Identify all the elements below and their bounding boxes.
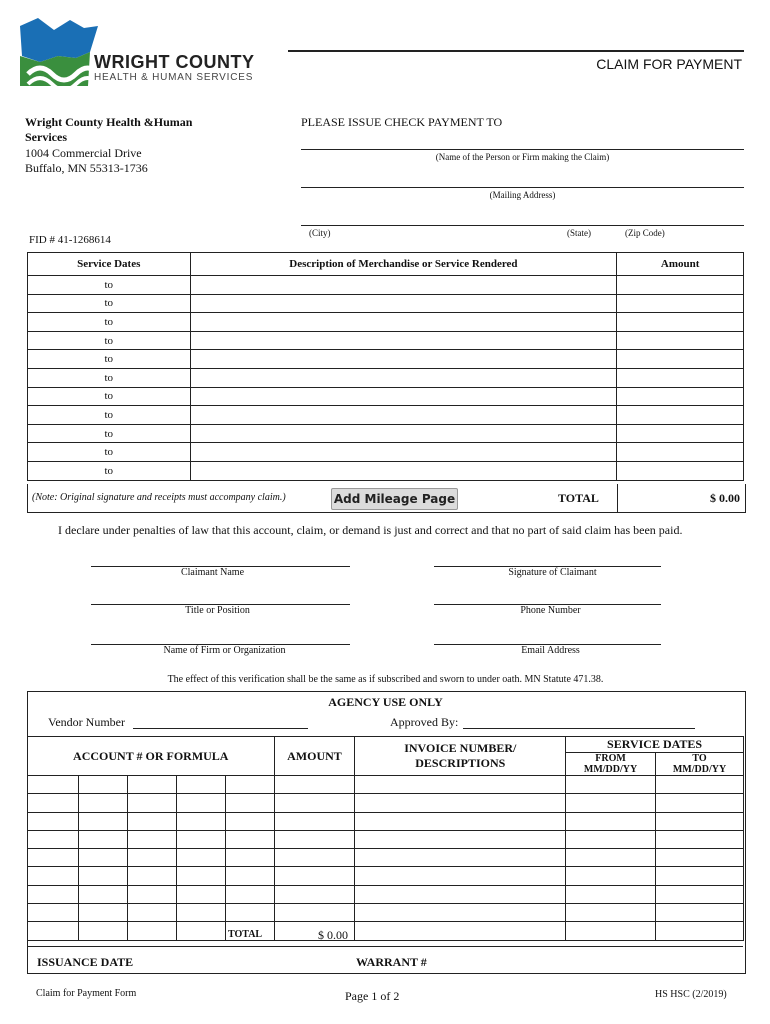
account-cell[interactable] [274, 812, 355, 830]
description-cell[interactable] [190, 350, 617, 369]
account-cell[interactable] [355, 794, 566, 812]
col-invoice [355, 737, 566, 776]
account-cell[interactable] [225, 776, 274, 794]
amount-cell[interactable] [617, 350, 744, 369]
account-cell[interactable] [355, 849, 566, 867]
service-dates-cell[interactable]: to [28, 406, 191, 425]
service-row [28, 294, 744, 313]
approved-by-label: Approved By: [390, 715, 459, 729]
account-cell[interactable] [127, 794, 176, 812]
description-cell[interactable] [190, 406, 617, 425]
account-cell[interactable] [225, 885, 274, 903]
approved-by-field[interactable] [463, 728, 695, 729]
service-row [28, 350, 744, 369]
services-total-value: $ 0.00 [710, 491, 740, 505]
account-cell[interactable] [656, 849, 744, 867]
payee-name-field[interactable] [301, 149, 744, 150]
account-cell[interactable] [78, 904, 127, 922]
col-service-dates: Service Dates [28, 253, 191, 276]
account-cell[interactable] [566, 904, 656, 922]
description-cell[interactable] [190, 276, 617, 295]
account-cell[interactable] [78, 812, 127, 830]
mailing-address-field[interactable] [301, 187, 744, 188]
account-cell[interactable] [225, 830, 274, 848]
col-account: ACCOUNT # OR FORMULA [28, 737, 275, 776]
account-cell[interactable] [28, 904, 79, 922]
city-state-zip-field[interactable] [301, 225, 744, 226]
account-cell[interactable] [274, 794, 355, 812]
account-cell[interactable] [274, 867, 355, 885]
account-cell[interactable] [656, 776, 744, 794]
account-cell[interactable] [656, 885, 744, 903]
logo-graphic [18, 16, 98, 90]
account-cell[interactable] [566, 812, 656, 830]
payee-name-label: (Name of the Person or Firm making the Claim) [435, 152, 610, 162]
account-cell[interactable] [78, 830, 127, 848]
account-cell[interactable] [176, 904, 225, 922]
signature-label: Signature of Claimant [508, 567, 597, 578]
city-label: (City) [309, 228, 331, 238]
account-row [28, 904, 744, 922]
agency-city: Buffalo, MN 55313-1736 [25, 161, 148, 175]
account-cell[interactable] [127, 776, 176, 794]
service-dates-cell[interactable]: to [28, 350, 191, 369]
col-description: Description of Merchandise or Service Rendered [190, 253, 617, 276]
account-cell[interactable] [28, 776, 79, 794]
services-total-label: TOTAL [558, 491, 599, 505]
agency-heading: AGENCY USE ONLY [328, 695, 443, 709]
declaration-text: I declare under penalties of law that this account, claim, or demand is just and correct and that no part of said claim has been paid. [58, 523, 683, 537]
description-cell[interactable] [190, 387, 617, 406]
account-cell[interactable] [28, 794, 79, 812]
account-cell[interactable] [127, 812, 176, 830]
agency-total-label: TOTAL [228, 929, 263, 940]
mailing-address-label: (Mailing Address) [489, 190, 556, 200]
service-row [28, 331, 744, 350]
account-total-row [28, 922, 744, 940]
logo-subtitle: HEALTH & HUMAN SERVICES [94, 72, 254, 83]
service-dates-cell[interactable]: to [28, 331, 191, 350]
description-cell[interactable] [190, 313, 617, 332]
service-row [28, 406, 744, 425]
amount-cell[interactable] [617, 406, 744, 425]
account-cell[interactable] [656, 922, 744, 940]
phone-label: Phone Number [520, 605, 581, 616]
col-to-format: MM/DD/YY [672, 764, 727, 775]
service-row [28, 443, 744, 462]
amount-cell[interactable] [617, 276, 744, 295]
account-cell[interactable] [274, 830, 355, 848]
footer-code: HS HSC (2/2019) [655, 989, 727, 1000]
account-cell[interactable] [176, 922, 225, 940]
account-cell[interactable] [566, 849, 656, 867]
account-cell[interactable] [78, 922, 127, 940]
amount-cell[interactable] [617, 387, 744, 406]
account-row [28, 849, 744, 867]
fid-number: FID # 41-1268614 [29, 234, 111, 246]
amount-cell[interactable] [617, 294, 744, 313]
col-amount: Amount [617, 253, 744, 276]
col-from [566, 753, 656, 776]
col-from-label: FROM [595, 753, 626, 764]
agency-use-section [27, 691, 746, 974]
account-cell[interactable] [656, 830, 744, 848]
account-cell[interactable] [127, 867, 176, 885]
account-row [28, 776, 744, 794]
account-cell[interactable] [28, 885, 79, 903]
account-cell[interactable] [355, 922, 566, 940]
account-row [28, 867, 744, 885]
account-cell[interactable] [355, 830, 566, 848]
amount-cell[interactable] [617, 424, 744, 443]
account-cell[interactable] [656, 867, 744, 885]
zip-label: (Zip Code) [625, 228, 665, 238]
agency-name-line2: Services [25, 130, 67, 144]
col-invoice-line1: INVOICE NUMBER/ [404, 741, 517, 755]
service-dates-cell[interactable]: to [28, 294, 191, 313]
service-row [28, 387, 744, 406]
county-logo [18, 16, 278, 90]
description-cell[interactable] [190, 368, 617, 387]
account-cell[interactable] [225, 904, 274, 922]
col-to [656, 753, 744, 776]
footer-page: Page 1 of 2 [345, 989, 400, 1003]
verification-text: The effect of this verification shall be the same as if subscribed and sworn to under oath. MN Statute 471.38. [167, 674, 604, 685]
service-row [28, 276, 744, 295]
account-cell[interactable] [176, 867, 225, 885]
service-dates-cell[interactable]: to [28, 313, 191, 332]
account-row [28, 812, 744, 830]
service-dates-cell[interactable]: to [28, 276, 191, 295]
service-row [28, 313, 744, 332]
account-cell[interactable] [176, 830, 225, 848]
agency-total-value: $ 0.00 [318, 928, 348, 942]
service-dates-cell[interactable]: to [28, 424, 191, 443]
account-cell[interactable] [656, 794, 744, 812]
account-row [28, 885, 744, 903]
services-table [27, 252, 744, 481]
col-invoice-line2: DESCRIPTIONS [415, 756, 506, 770]
amount-cell[interactable] [617, 313, 744, 332]
account-cell[interactable] [28, 812, 79, 830]
account-cell[interactable] [656, 812, 744, 830]
account-cell[interactable] [28, 922, 79, 940]
firm-label: Name of Firm or Organization [163, 645, 286, 656]
amount-cell[interactable] [617, 461, 744, 480]
claimant-name-label: Claimant Name [180, 567, 245, 578]
account-cell[interactable] [176, 885, 225, 903]
account-cell[interactable] [656, 904, 744, 922]
account-cell[interactable] [28, 849, 79, 867]
account-cell[interactable] [225, 812, 274, 830]
issuance-date-label: ISSUANCE DATE [37, 955, 134, 969]
title-label: Title or Position [185, 605, 250, 616]
state-label: (State) [567, 228, 591, 238]
account-cell[interactable] [355, 904, 566, 922]
amount-cell[interactable] [617, 368, 744, 387]
service-row [28, 368, 744, 387]
amount-cell[interactable] [617, 443, 744, 462]
col-agency-amount: AMOUNT [274, 737, 355, 776]
vendor-number-label: Vendor Number [48, 715, 125, 729]
payee-heading: PLEASE ISSUE CHECK PAYMENT TO [301, 115, 503, 129]
account-cell[interactable] [127, 922, 176, 940]
account-cell[interactable] [566, 776, 656, 794]
service-dates-cell[interactable]: to [28, 443, 191, 462]
account-cell[interactable] [127, 885, 176, 903]
account-cell[interactable] [566, 922, 656, 940]
account-cell[interactable] [176, 794, 225, 812]
account-cell[interactable] [566, 867, 656, 885]
account-cell[interactable] [355, 867, 566, 885]
account-cell[interactable] [127, 830, 176, 848]
account-cell[interactable] [566, 794, 656, 812]
account-cell[interactable] [274, 849, 355, 867]
account-cell[interactable] [274, 885, 355, 903]
service-dates-cell[interactable]: to [28, 368, 191, 387]
agency-street: 1004 Commercial Drive [25, 146, 142, 160]
description-cell[interactable] [190, 443, 617, 462]
account-cell[interactable] [225, 849, 274, 867]
description-cell[interactable] [190, 331, 617, 350]
account-cell[interactable] [28, 830, 79, 848]
amount-cell[interactable] [617, 331, 744, 350]
warrant-label: WARRANT # [356, 955, 427, 969]
services-rows [28, 276, 744, 481]
account-cell[interactable] [355, 776, 566, 794]
account-cell[interactable] [274, 776, 355, 794]
account-cell[interactable] [176, 849, 225, 867]
vendor-number-field[interactable] [133, 728, 308, 729]
account-cell[interactable] [274, 904, 355, 922]
col-from-format: MM/DD/YY [583, 764, 638, 775]
account-cell[interactable] [78, 849, 127, 867]
service-dates-cell[interactable]: to [28, 461, 191, 480]
logo-name: WRIGHT COUNTY [94, 52, 255, 72]
service-dates-cell[interactable]: to [28, 387, 191, 406]
account-cell[interactable] [78, 776, 127, 794]
account-cell[interactable] [78, 867, 127, 885]
account-row [28, 794, 744, 812]
account-cell[interactable] [28, 867, 79, 885]
account-cell[interactable] [176, 812, 225, 830]
account-cell[interactable] [225, 794, 274, 812]
account-table [27, 736, 744, 941]
col-to-label: TO [692, 753, 707, 764]
account-cell[interactable] [127, 849, 176, 867]
account-cell[interactable] [78, 885, 127, 903]
account-cell[interactable] [176, 776, 225, 794]
account-cell[interactable] [566, 885, 656, 903]
email-label: Email Address [521, 645, 580, 656]
description-cell[interactable] [190, 461, 617, 480]
receipt-note: (Note: Original signature and receipts must accompany claim.) [32, 492, 286, 503]
form-title: CLAIM FOR PAYMENT [596, 56, 742, 72]
account-cell[interactable] [355, 812, 566, 830]
footer-form-name: Claim for Payment Form [36, 988, 137, 999]
account-cell[interactable] [225, 867, 274, 885]
account-cell[interactable] [127, 904, 176, 922]
service-row [28, 461, 744, 480]
description-cell[interactable] [190, 424, 617, 443]
account-cell[interactable] [78, 794, 127, 812]
description-cell[interactable] [190, 294, 617, 313]
account-rows [28, 776, 744, 941]
agency-name: Wright County Health &Human [25, 115, 193, 129]
service-row [28, 424, 744, 443]
add-mileage-page-button[interactable]: Add Mileage Page [331, 488, 458, 510]
account-row [28, 830, 744, 848]
account-cell[interactable] [566, 830, 656, 848]
col-service-dates-group: SERVICE DATES [566, 737, 744, 753]
account-cell[interactable] [355, 885, 566, 903]
